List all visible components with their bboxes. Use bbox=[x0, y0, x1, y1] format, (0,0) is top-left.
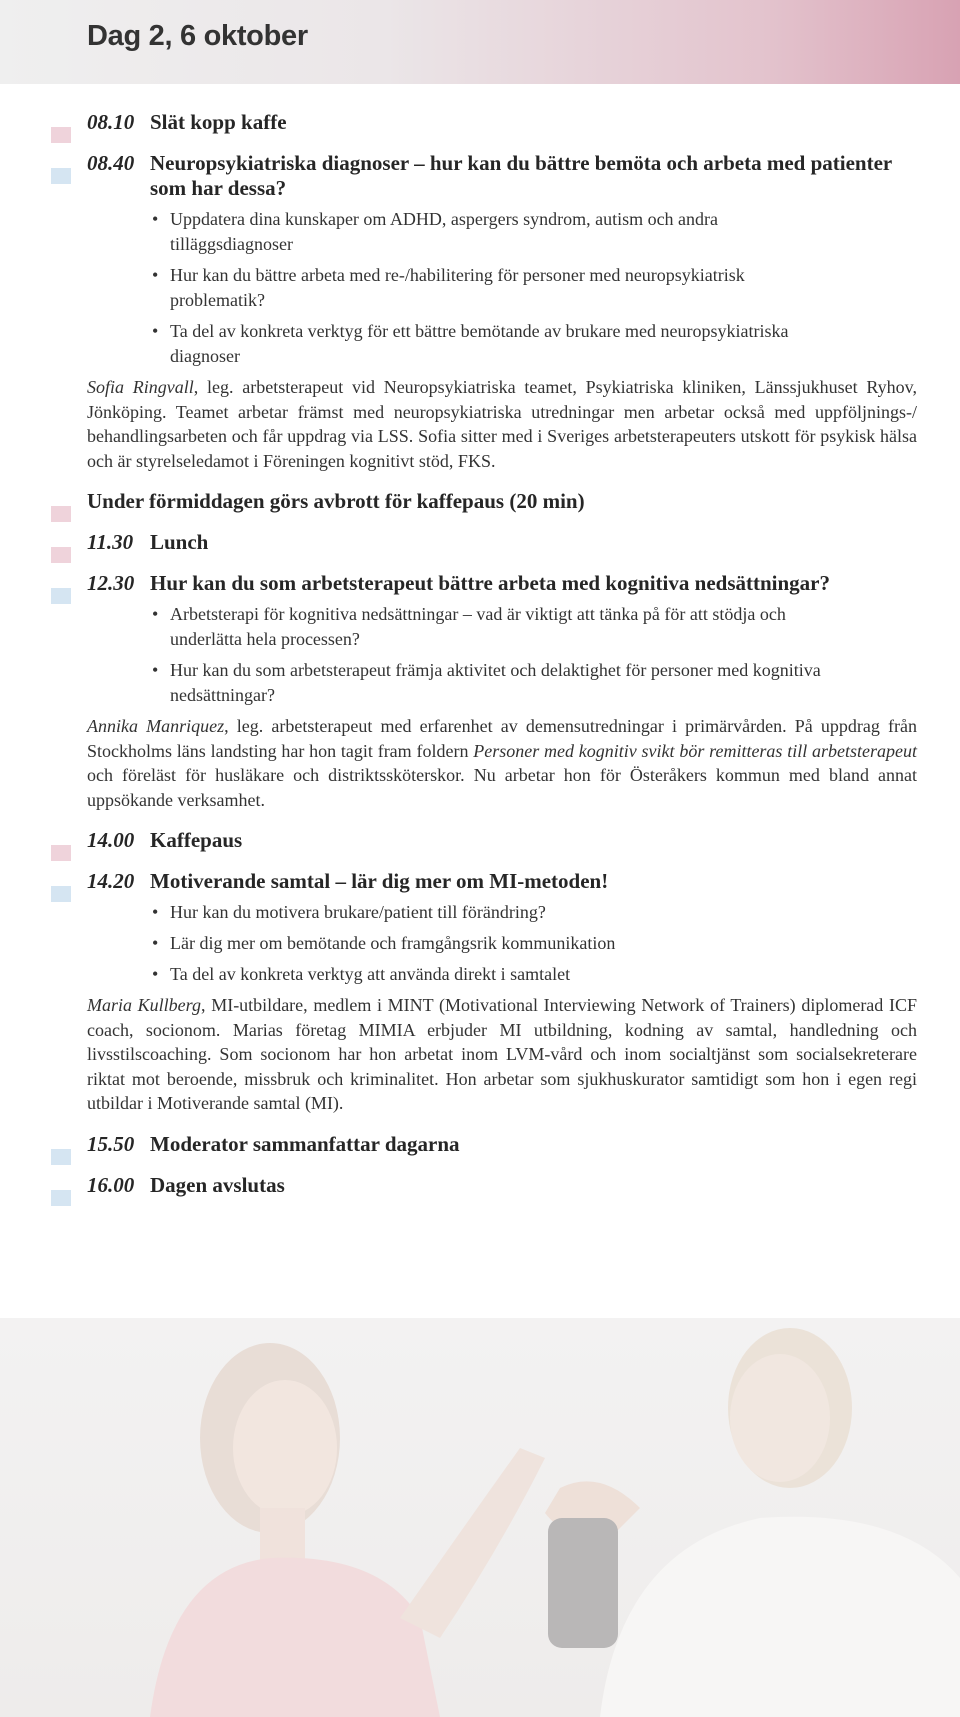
item-title: Dagen avslutas bbox=[150, 1172, 285, 1197]
speaker-bio bbox=[87, 714, 917, 812]
speaker-name: Maria Kullberg bbox=[87, 995, 202, 1015]
item-title: Slät kopp kaffe bbox=[150, 110, 287, 134]
square-marker-icon bbox=[51, 506, 71, 522]
item-title: Motiverande samtal – lär dig mer om MI-metoden! bbox=[150, 869, 609, 893]
item-title: Lunch bbox=[150, 530, 209, 554]
schedule-item bbox=[0, 1173, 960, 1198]
woman-face-shape bbox=[233, 1380, 337, 1516]
page-header bbox=[0, 0, 960, 84]
item-time: 14.00 bbox=[87, 828, 135, 852]
wrist-brace-shape bbox=[548, 1518, 618, 1648]
bullet-item: • Ta del av konkreta verktyg att använda direkt i samtalet bbox=[150, 962, 830, 987]
bullet-item: • Hur kan du bättre arbeta med re-/habilitering för personer med neuropsykiatrisk problematik? bbox=[150, 263, 830, 313]
bullet-item: • Ta del av konkreta verktyg för ett bättre bemötande av brukare med neuropsykiatriska diagnoser bbox=[150, 319, 830, 369]
bullet-item: • Uppdatera dina kunskaper om ADHD, aspergers syndrom, autism och andra tilläggsdiagnoser bbox=[150, 207, 830, 257]
item-title: Hur kan du som arbetsterapeut bättre arbeta med kognitiva nedsättningar? bbox=[150, 571, 830, 595]
speaker-bio bbox=[87, 375, 917, 473]
speaker-bio bbox=[87, 993, 917, 1116]
square-marker-icon bbox=[51, 886, 71, 902]
schedule-item bbox=[0, 828, 960, 853]
bio-text: och föreläst för husläkare och distriktssköterskor. Nu arbetar hon för Österåkers kommun med bland annat uppsökande verksamhet. bbox=[87, 765, 917, 810]
schedule-item bbox=[0, 530, 960, 555]
item-time: 11.30 bbox=[87, 530, 134, 554]
man-shirt-shape bbox=[600, 1517, 960, 1717]
schedule-item bbox=[0, 110, 960, 135]
item-time: 08.40 bbox=[87, 151, 135, 175]
bullet-item: • Hur kan du som arbetsterapeut främja aktivitet och delaktighet för personer med kognitiva nedsättningar? bbox=[150, 658, 830, 708]
schedule-item bbox=[0, 869, 960, 1116]
schedule-item bbox=[0, 571, 960, 812]
bio-text: , MI-utbildare, medlem i MINT (Motivational Interviewing Network of Trainers) diplomerad ICF coach, socionom. Marias företag MIMIA erbjuder MI utbildning, kodning av samtal, handledning och livsstilscoaching. Som socionom har hon arbetat inom LVM-vård och inom socialtjänst som socialsekreterare riktat mot beroende, missbruk och kriminalitet. Hon arbetar som sjukhuskurator samtidigt som hon i egen regi utbildar i Motiverande samtal (MI). bbox=[87, 995, 917, 1113]
item-time: 12.30 bbox=[87, 571, 135, 595]
item-time: 15.50 bbox=[87, 1131, 135, 1156]
schedule-item bbox=[0, 151, 960, 473]
therapy-photo bbox=[0, 1318, 960, 1717]
schedule-item bbox=[0, 1132, 960, 1157]
square-marker-icon bbox=[51, 547, 71, 563]
speaker-name: Annika Manriquez bbox=[87, 716, 225, 736]
item-time: 16.00 bbox=[87, 1172, 135, 1197]
square-marker-icon bbox=[51, 588, 71, 604]
bio-text: , leg. arbetsterapeut med erfarenhet av demensutredningar i primärvården. På uppdrag från Stockholms läns landsting har hon tagit fram foldern bbox=[87, 716, 917, 761]
item-title: Kaffepaus bbox=[150, 828, 243, 852]
schedule-item bbox=[0, 489, 960, 514]
square-marker-icon bbox=[51, 1190, 71, 1206]
schedule bbox=[0, 110, 960, 1214]
item-title: Moderator sammanfattar dagarna bbox=[150, 1131, 460, 1156]
item-title: Under förmiddagen görs avbrott för kaffepaus (20 min) bbox=[87, 489, 585, 513]
item-time: 14.20 bbox=[87, 869, 135, 893]
bio-text: , leg. arbetsterapeut vid Neuropsykiatriska teamet, Psykiatriska kliniken, Länssjukhuset Ryhov, Jönköping. Teamet arbetar främst med neuropsykiatriska utredningar men arbetar också med uppföljnings-/ behandlingsarbeten och får uppdrag via LSS. Sofia sitter med i Sveriges arbetsterapeuters utskott för psykisk hälsa och är styrelseledamot i Föreningen kognitivt stöd, FKS. bbox=[87, 377, 917, 471]
square-marker-icon bbox=[51, 1149, 71, 1165]
bullet-item: • Hur kan du motivera brukare/patient till förändring? bbox=[150, 900, 830, 925]
square-marker-icon bbox=[51, 127, 71, 143]
woman-arm-shape bbox=[400, 1448, 545, 1638]
bullet-list bbox=[0, 900, 830, 987]
bullet-list bbox=[0, 602, 830, 708]
square-marker-icon bbox=[51, 845, 71, 861]
item-time: 08.10 bbox=[87, 110, 135, 134]
woman-shirt-shape bbox=[150, 1558, 440, 1717]
bullet-item: • Lär dig mer om bemötande och framgångsrik kommunikation bbox=[150, 931, 830, 956]
square-marker-icon bbox=[51, 168, 71, 184]
bullet-item: • Arbetsterapi för kognitiva nedsättningar – vad är viktigt att tänka på för att stödja och underlätta hela processen? bbox=[150, 602, 830, 652]
man-face-shape bbox=[730, 1354, 830, 1482]
page-title: Dag 2, 6 oktober bbox=[87, 20, 308, 52]
bullet-list bbox=[0, 207, 830, 369]
item-title: Neuropsykiatriska diagnoser – hur kan du bättre bemöta och arbeta med patienter som har dessa? bbox=[150, 151, 892, 200]
speaker-name: Sofia Ringvall bbox=[87, 377, 194, 397]
therapy-photo-illustration bbox=[0, 1318, 960, 1717]
bio-italic: Personer med kognitiv svikt bör remitteras till arbetsterapeut bbox=[473, 740, 918, 761]
